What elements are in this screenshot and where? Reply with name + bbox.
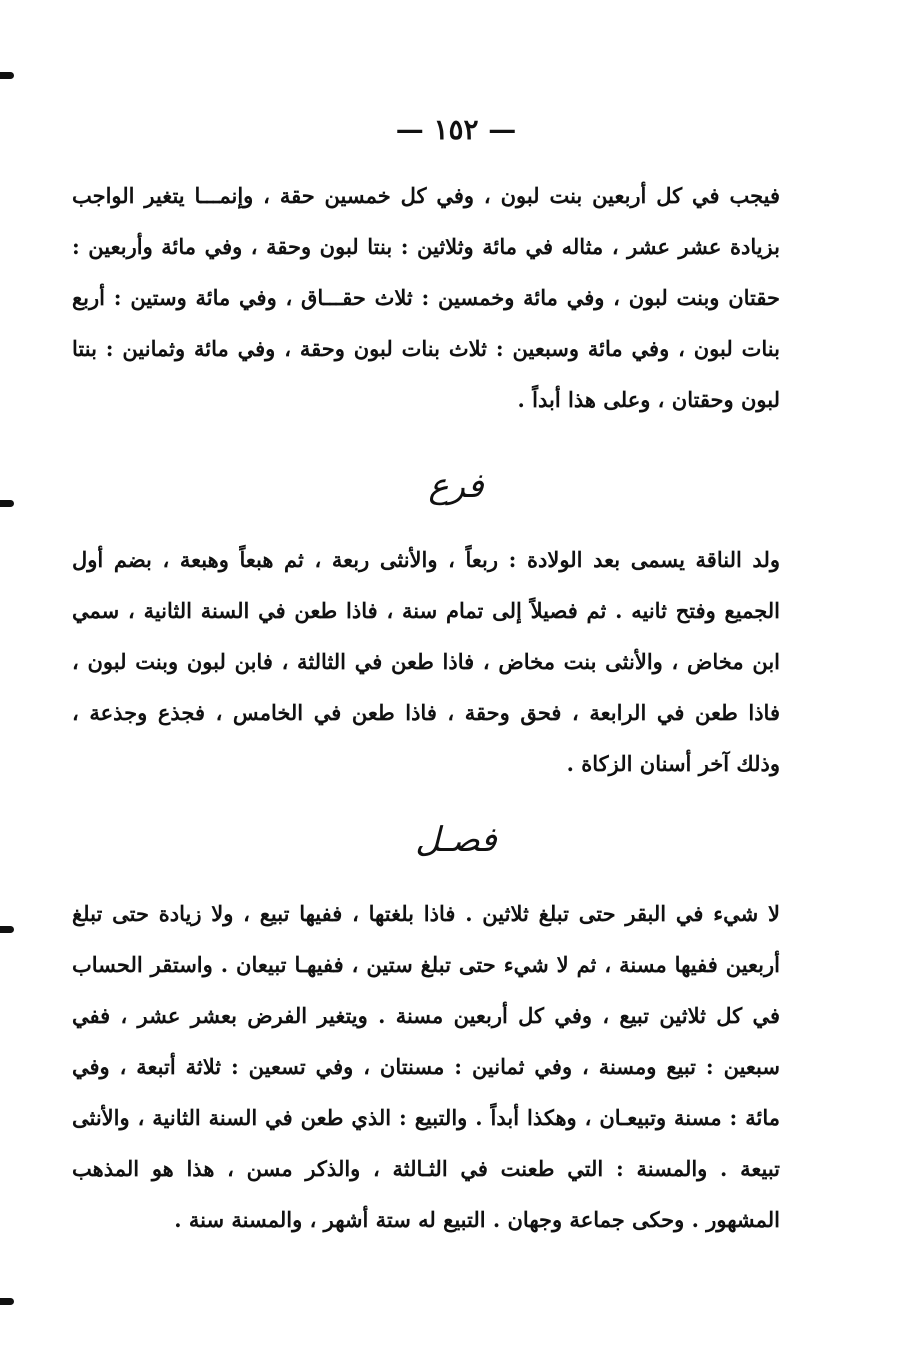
paragraph-camel-zakat-rates	[72, 170, 780, 425]
margin-mark	[0, 72, 14, 79]
section-heading-fasl: فصـل	[415, 820, 497, 860]
paragraph-text: لا شيء في البقر حتى تبلغ ثلاثين . فاذا بلغتها ، ففيها تبيع ، ولا زيادة حتى تبلغ أربعين ففيها مسنة ، ثم لا شيء حتى تبلغ ستين ، ففيهـا تبيعان . واستقر الحساب في كل ثلاثين تبيع ، وفي كل أربعين مسنة . ويتغير الفرض بعشر عشر ، ففي سبعين : تبيع ومسنة ، وفي ثمانين : مسنتان ، وفي تسعين : ثلاثة أتبعة ، وفي مائة : مسنة وتبيعـان ، وهكذا أبداً . والتبيع : الذي طعن في السنة الثانية ، والأنثى تبيعة . والمسنة : التي طعنت في الثـالثة ، والذكر مسن ، هذا هو المذهب المشهور . وحكى جماعة وجهان . التبيع له ستة أشهر ، والمسنة سنة .	[72, 901, 780, 1232]
paragraph-text: فيجب في كل أربعين بنت لبون ، وفي كل خمسين حقة ، وإنمـــا يتغير الواجب بزيادة عشر عشر ، مثاله في مائة وثلاثين : بنتا لبون وحقة ، وفي مائة وأربعين : حقتان وبنت لبون ، وفي مائة وخمسين : ثلاث حقـــاق ، وفي مائة وستين : أربع بنات لبون ، وفي مائة وسبعين : ثلاث بنات لبون وحقة ، وفي مائة وثمانين : بنتا لبون وحقتان ، وعلى هذا أبداً .	[72, 183, 780, 412]
section-heading-far: فرع	[428, 466, 484, 506]
paragraph-cattle-zakat	[72, 888, 780, 1245]
margin-mark	[0, 500, 14, 507]
paragraph-camel-ages	[72, 534, 780, 789]
margin-mark	[0, 926, 14, 933]
margin-mark	[0, 1298, 14, 1305]
paragraph-text: ولد الناقة يسمى بعد الولادة : ربعاً ، والأنثى ربعة ، ثم هبعاً وهبعة ، بضم أول الجميع وفتح ثانيه . ثم فصيلاً إلى تمام سنة ، فاذا طعن في السنة الثانية ، سمي ابن مخاض ، والأنثى بنت مخاض ، فاذا طعن في الثالثة ، فابن لبون وبنت لبون ، فاذا طعن في الرابعة ، فحق وحقة ، فاذا طعن في الخامس ، فجذع وجذعة ، وذلك آخر أسنان الزكاة .	[72, 547, 780, 776]
page-number: — ١٥٢ —	[395, 113, 517, 146]
